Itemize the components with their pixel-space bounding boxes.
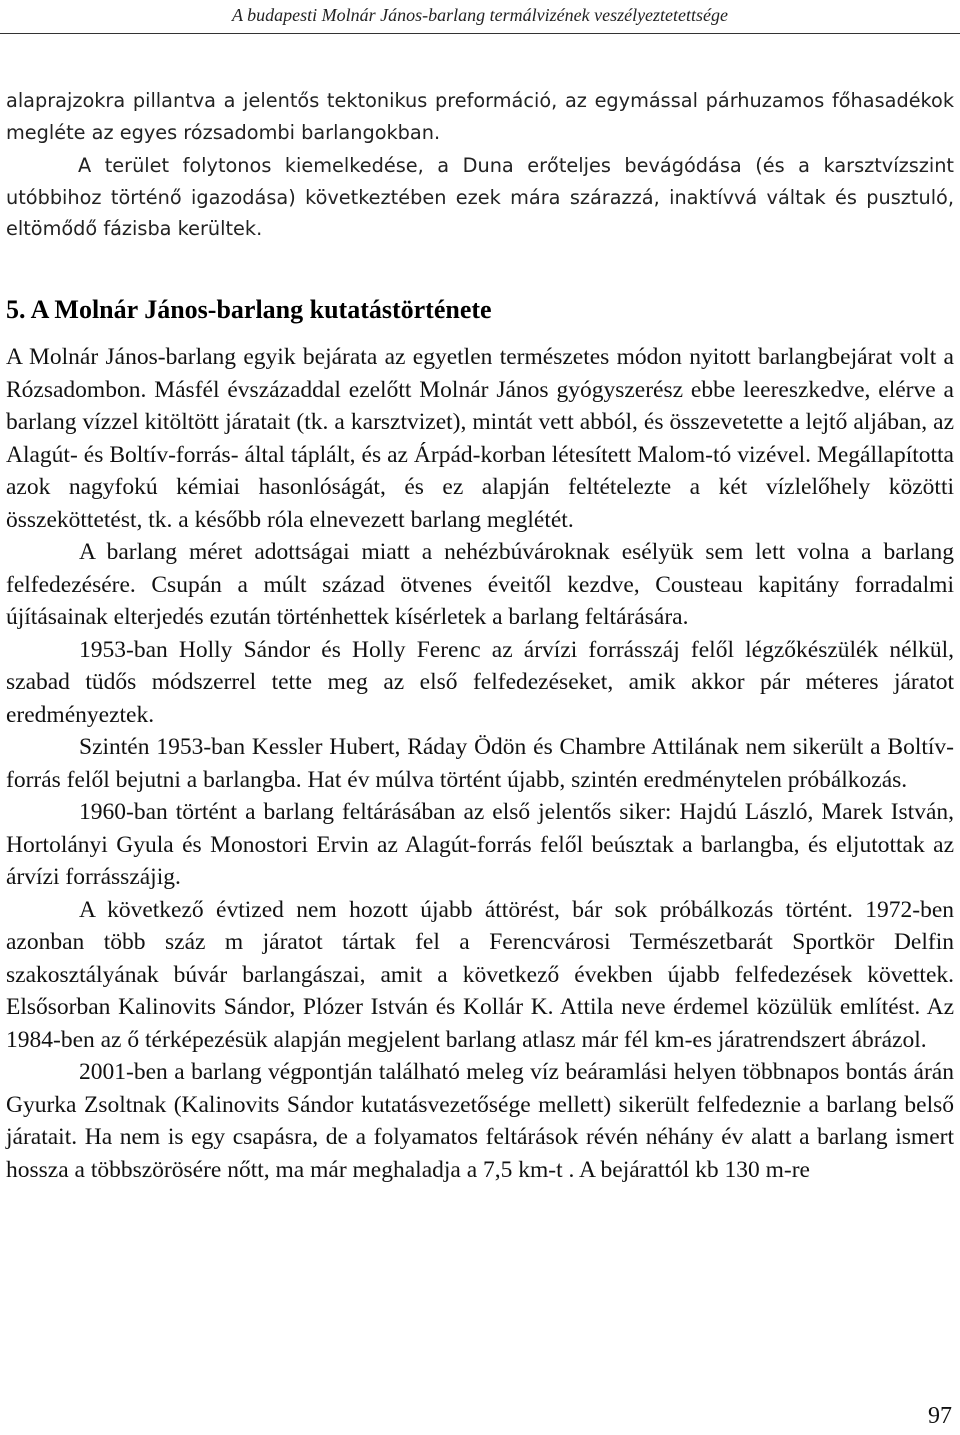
body-paragraph: A következő évtized nem hozott újabb áttörést, bár sok próbálkozás történt. 1972-ben azonban több száz m járatot tártak fel a Ferencvárosi Természetbarát Sportkör Delfin szakosztályának búvár barlangászai, amit a következő években újabb felfedezések követtek. Elsősorban Kalinovits Sándor, Plózer István és Kollár K. Attila neve érdemel közülük említést. Az 1984-ben az ő térképezésük alapján megjelent barlang atlasz már fél km-es járatrendszert ábrázol. (6, 896, 954, 1053)
body-paragraph: Szintén 1953-ban Kessler Hubert, Ráday Ödön és Chambre Attilának nem sikerült a Boltív-forrás felől bejutni a barlangba. Hat év múlva történt újabb, szintén eredménytelen próbálkozás. (6, 734, 954, 793)
page-number: 97 (928, 1403, 952, 1429)
intro-paragraph: A terület folytonos kiemelkedése, a Duna erőteljes bevágódása (és a karsztvízszint utóbbihoz történő igazodása) következtében ezek mára szárazzá, inaktívvá váltak és pusztuló, eltömődő fázisba kerültek. (6, 154, 954, 240)
intro-text-continued (6, 150, 954, 245)
intro-text (6, 85, 954, 148)
body-paragraph: A barlang méret adottságai miatt a nehézbúvároknak esélyük sem lett volna a barlang felfedezésére. Csupán a múlt század ötvenes éveitől kezdve, Cousteau kapitány forradalmi újításainak elterjedés ezután történhettek kísérletek a barlang feltárására. (6, 539, 954, 630)
running-header (0, 0, 960, 34)
section-heading: 5. A Molnár János-barlang kutatástörténete (6, 295, 492, 324)
intro-paragraph: alaprajzokra pillantva a jelentős tektonikus preformáció, az egymással párhuzamos főhasadékok megléte az egyes rózsadombi barlangokban. (6, 89, 954, 144)
body-paragraph: A Molnár János-barlang egyik bejárata az egyetlen természetes módon nyitott barlangbejárat volt a Rózsadombon. Másfél évszázaddal ezelőtt Molnár János gyógyszerész ebbe leereszkedve, elérve a barlang vízzel kitöltött járatait (tk. a karsztvizet), mintát vett abból, és összevetette a lejtő aljában, az Alagút- és Boltív-forrás- által táplált, és az Árpád-korban létesített Malom-tó vizével. Megállapította azok nagyfokú kémiai hasonlóságát, és ez alapján feltételezte a két vízlelőhely közötti összeköttetést, tk. a később róla elnevezett barlang meglétét. (6, 344, 954, 533)
running-title: A budapesti Molnár János-barlang termálvizének veszélyeztetettsége (231, 5, 729, 25)
body-paragraph: 1953-ban Holly Sándor és Holly Ferenc az árvízi forrásszáj felől légzőkészülék nélkül, szabad tüdős módszerrel tette meg az első felfedezéseket, amik akkor pár méteres járatot eredményeztek. (6, 636, 954, 728)
section-body (6, 341, 954, 1186)
body-paragraph: 1960-ban történt a barlang feltárásában az első jelentős siker: Hajdú László, Marek István, Hortolányi Gyula és Monostori Ervin az Alagút-forrás felől beúsztak a barlangba, és eljutottak az árvízi forrásszájig. (6, 799, 954, 890)
body-paragraph: 2001-ben a barlang végpontján található meleg víz beáramlási helyen többnapos bontás árán Gyurka Zsoltnak (Kalinovits Sándor kutatásvezetősége mellett) sikerült felfedeznie a barlang belső járatait. Ha nem is egy csapásra, de a folyamatos feltárások révén néhány év alatt a barlang ismert hossza a többszörösére nőtt, ma már meghaladja a 7,5 km-t . A bejárattól kb 130 m-re (6, 1059, 954, 1183)
